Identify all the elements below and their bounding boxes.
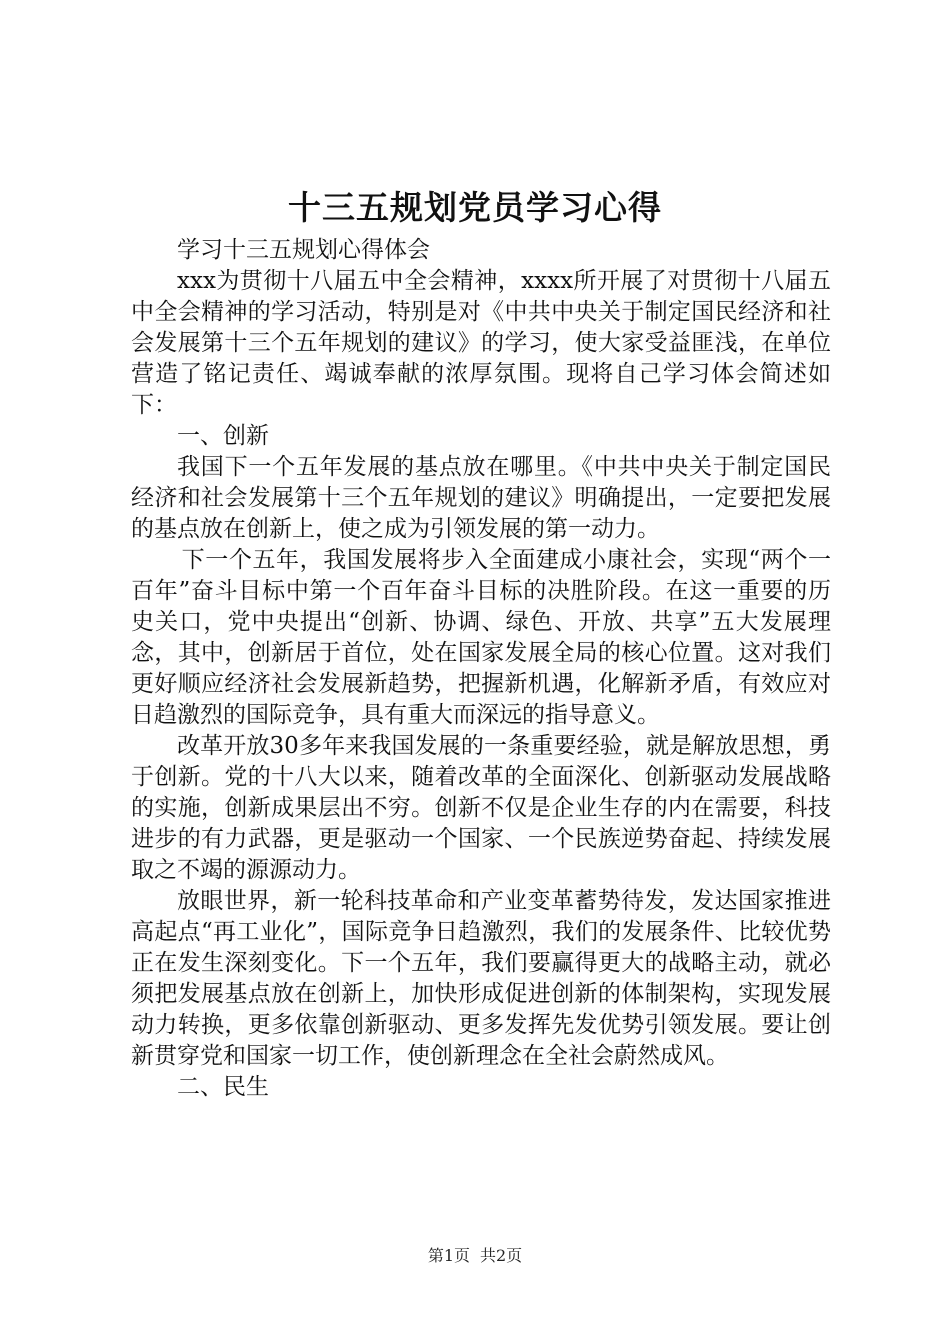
document-body: [131, 235, 831, 1103]
section-heading-livelihood: 二、民生: [177, 1074, 269, 1100]
paragraph-innovation-4: 放眼世界，新一轮科技革命和产业变革蓄势待发，发达国家推进高起点“再工业化”，国际竞争日趋激烈，我们的发展条件、比较优势正在发生深刻变化。下一个五年，我们要赢得更大的战略主动，就必须把发展基点放在创新上，加快形成促进创新的体制架构，实现发展动力转换，更多依靠创新驱动、更多发挥先发优势引领发展。要让创新贯穿党和国家一切工作，使创新理念在全社会蔚然成风。: [131, 888, 831, 1069]
paragraph-innovation-1: 我国下一个五年发展的基点放在哪里。《中共中央关于制定国民经济和社会发展第十三个五年规划的建议》明确提出，一定要把发展的基点放在创新上，使之成为引领发展的第一动力。: [131, 454, 831, 542]
paragraph-innovation-3: 改革开放30多年来我国发展的一条重要经验，就是解放思想，勇于创新。党的十八大以来，随着改革的全面深化、创新驱动发展战略的实施，创新成果层出不穷。创新不仅是企业生存的内在需要，科技进步的有力武器，更是驱动一个国家、一个民族逆势奋起、持续发展取之不竭的源源动力。: [131, 733, 831, 883]
intro-paragraph: xxx为贯彻十八届五中全会精神，xxxx所开展了对贯彻十八届五中全会精神的学习活动，特别是对《中共中央关于制定国民经济和社会发展第十三个五年规划的建议》的学习，使大家受益匪浅，在单位营造了铭记责任、竭诚奉献的浓厚氛围。现将自己学习体会简述如下：: [131, 268, 831, 418]
page-footer: [0, 1244, 950, 1268]
page-number-current: 第1页: [427, 1246, 470, 1265]
paragraph-innovation-2: 下一个五年，我国发展将步入全面建成小康社会，实现“两个一百年”奋斗目标中第一个百年奋斗目标的决胜阶段。在这一重要的历史关口，党中央提出“创新、协调、绿色、开放、共享”五大发展理念，其中，创新居于首位，处在国家发展全局的核心位置。这对我们更好顺应经济社会发展新趋势，把握新机遇，化解新矛盾，有效应对日趋激烈的国际竞争，具有重大而深远的指导意义。: [131, 547, 831, 728]
document-subtitle: 学习十三五规划心得体会: [177, 237, 430, 263]
section-heading-innovation: 一、创新: [177, 423, 269, 449]
page-number-total: 共2页: [480, 1246, 523, 1265]
document-title: 十三五规划党员学习心得: [288, 188, 662, 227]
